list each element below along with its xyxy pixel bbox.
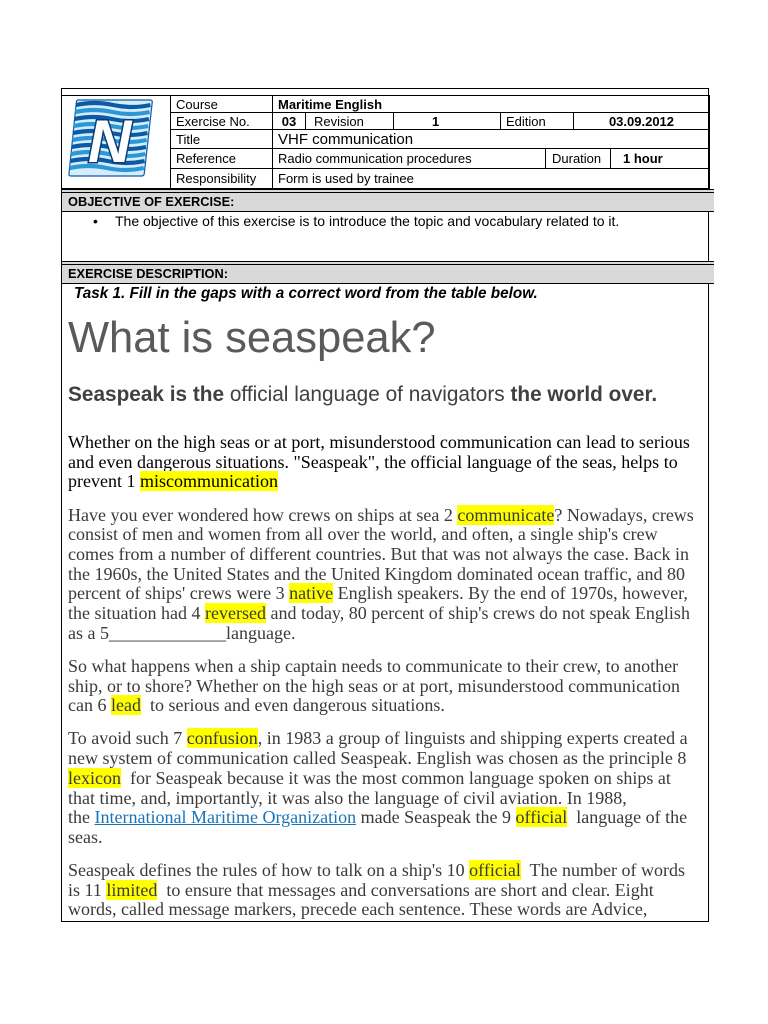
objective-bullet-list xyxy=(88,212,619,230)
text-line xyxy=(68,453,704,473)
title-label: Title xyxy=(171,130,273,149)
text-run: language of the xyxy=(567,807,688,828)
text-run: the xyxy=(68,807,95,828)
text-run: comes from a number of different countries. But that was not always the case. Back in xyxy=(68,543,689,564)
gap-answer-highlight: confusion xyxy=(186,728,258,749)
logo-letter: N xyxy=(88,108,132,175)
text-line xyxy=(68,861,704,881)
text-run: for Seaspeak because it was the most common language spoken on ships at xyxy=(120,767,671,788)
title-value: VHF communication xyxy=(273,130,710,149)
description-section-heading xyxy=(62,261,714,284)
gap-answer-highlight: official xyxy=(515,807,568,828)
reference-label: Reference xyxy=(171,149,273,169)
text-line xyxy=(68,900,704,920)
text-line xyxy=(68,584,704,604)
gap-answer-highlight: communicate xyxy=(457,504,555,525)
text-line xyxy=(68,433,704,453)
text-run: ship, or to shore? Whether on the high seas or at port, misunderstood communication xyxy=(68,675,681,696)
gap-answer-highlight: lead xyxy=(110,695,141,716)
duration-label: Duration xyxy=(546,149,611,169)
text-run: made Seaspeak the 9 xyxy=(356,807,516,828)
text-run: to ensure that messages and conversations are short and clear. Eight xyxy=(157,879,654,900)
text-line xyxy=(68,677,704,697)
company-logo-icon xyxy=(68,99,154,177)
text-line xyxy=(68,545,704,565)
text-line xyxy=(68,525,704,545)
text-run: to serious and even dangerous situations. xyxy=(140,695,445,716)
exercise-label: Exercise No. xyxy=(171,113,273,130)
objective-bullet-item xyxy=(88,212,619,230)
edition-label: Edition xyxy=(501,113,574,130)
text-run: as a 5_____________language. xyxy=(68,622,296,643)
text-line xyxy=(68,565,704,585)
text-line xyxy=(68,472,704,492)
lead-text: official language of navigators xyxy=(229,383,511,406)
text-line xyxy=(68,696,704,716)
text-line xyxy=(68,506,704,526)
gap-answer-highlight: limited xyxy=(106,879,158,900)
text-run: Have you ever wondered how crews on ships at sea 2 xyxy=(68,504,458,525)
text-run: To avoid such 7 xyxy=(68,728,187,749)
duration-value: 1 hour xyxy=(611,149,710,169)
responsibility-label: Responsibility xyxy=(171,169,273,189)
imo-link[interactable]: International Maritime Organization xyxy=(94,807,357,828)
bullet-dot-icon xyxy=(88,212,115,230)
text-run: is 11 xyxy=(68,879,107,900)
lead-bold-text: Seaspeak is the xyxy=(68,383,230,406)
paragraph-3 xyxy=(68,657,704,716)
revision-value: 1 xyxy=(394,113,501,130)
text-run: and today, 80 percent of ship's crews do not speak English xyxy=(265,603,690,623)
exercise-header-table xyxy=(61,95,710,189)
exercise-value: 03 xyxy=(273,113,306,130)
text-run: , in 1983 a group of linguists and shipping experts created a xyxy=(257,728,688,749)
paragraph-2 xyxy=(68,506,704,644)
text-line xyxy=(68,769,704,789)
gap-answer-highlight: miscommunication xyxy=(139,471,278,492)
text-line xyxy=(68,624,704,644)
text-run: ? Nowadays, crews xyxy=(554,504,694,525)
text-run: the situation had 4 xyxy=(68,603,205,623)
edition-value: 03.09.2012 xyxy=(574,113,710,130)
paragraph-4 xyxy=(68,729,704,847)
text-line xyxy=(68,657,704,677)
objective-text: The objective of this exercise is to introduce the topic and vocabulary related to it. xyxy=(115,213,620,229)
lead-bold-text: the world over. xyxy=(510,383,658,406)
text-run: So what happens when a ship captain needs to communicate to their crew, to another xyxy=(68,655,679,676)
description-heading-text: EXERCISE DESCRIPTION: xyxy=(68,266,228,281)
article-title: What is seaspeak? xyxy=(68,314,436,362)
text-line xyxy=(68,789,704,809)
paragraph-5 xyxy=(68,861,704,920)
reference-value: Radio communication procedures xyxy=(273,149,546,169)
gap-answer-highlight: native xyxy=(289,583,334,604)
paragraph-1 xyxy=(68,433,704,492)
responsibility-value: Form is used by trainee xyxy=(273,169,710,189)
text-line xyxy=(68,828,704,848)
article-body xyxy=(68,433,704,934)
text-run: The number of words xyxy=(520,860,685,881)
text-run: prevent 1 xyxy=(68,471,140,492)
text-run: Seaspeak defines the rules of how to talk on a ship's 10 xyxy=(68,860,470,881)
text-run: consist of men and women from all over the world, and often, a single ship's crew xyxy=(68,524,658,545)
article-lead xyxy=(68,383,657,407)
text-run: percent of ships' crews were 3 xyxy=(68,583,290,604)
objective-heading-text: OBJECTIVE OF EXERCISE: xyxy=(68,194,235,209)
course-value: Maritime English xyxy=(273,96,710,113)
text-run: new system of communication called Seaspeak. English was chosen as the principle 8 xyxy=(68,748,687,769)
gap-answer-highlight: official xyxy=(469,860,521,881)
text-run: the 1960s, the United States and the United Kingdom dominated ocean traffic, and 80 xyxy=(68,563,686,584)
gap-answer-highlight: lexicon xyxy=(68,767,121,788)
task-instruction: Task 1. Fill in the gaps with a correct word from the table below. xyxy=(74,285,538,302)
revision-label: Revision xyxy=(306,113,394,130)
gap-answer-highlight: reversed xyxy=(204,603,266,623)
text-line xyxy=(68,729,704,749)
text-run: and even dangerous situations. "Seaspeak", the official language of the seas, helps to xyxy=(68,451,678,472)
logo-cell xyxy=(62,96,171,189)
text-run: seas. xyxy=(68,826,103,847)
text-run: English speakers. By the end of 1970s, however, xyxy=(333,583,688,604)
objective-section-heading xyxy=(62,189,714,212)
text-run: can 6 xyxy=(68,695,111,716)
text-line xyxy=(68,604,704,624)
text-run: that time, and, importantly, it was also the language of civil aviation. In 1988, xyxy=(68,787,627,808)
text-line xyxy=(68,808,704,828)
text-run: words, called message markers, precede each sentence. These words are Advice, xyxy=(68,899,648,920)
text-line xyxy=(68,749,704,769)
text-run: Whether on the high seas or at port, misunderstood communication can lead to serious xyxy=(68,432,690,452)
text-line xyxy=(68,881,704,901)
course-label: Course xyxy=(171,96,273,113)
